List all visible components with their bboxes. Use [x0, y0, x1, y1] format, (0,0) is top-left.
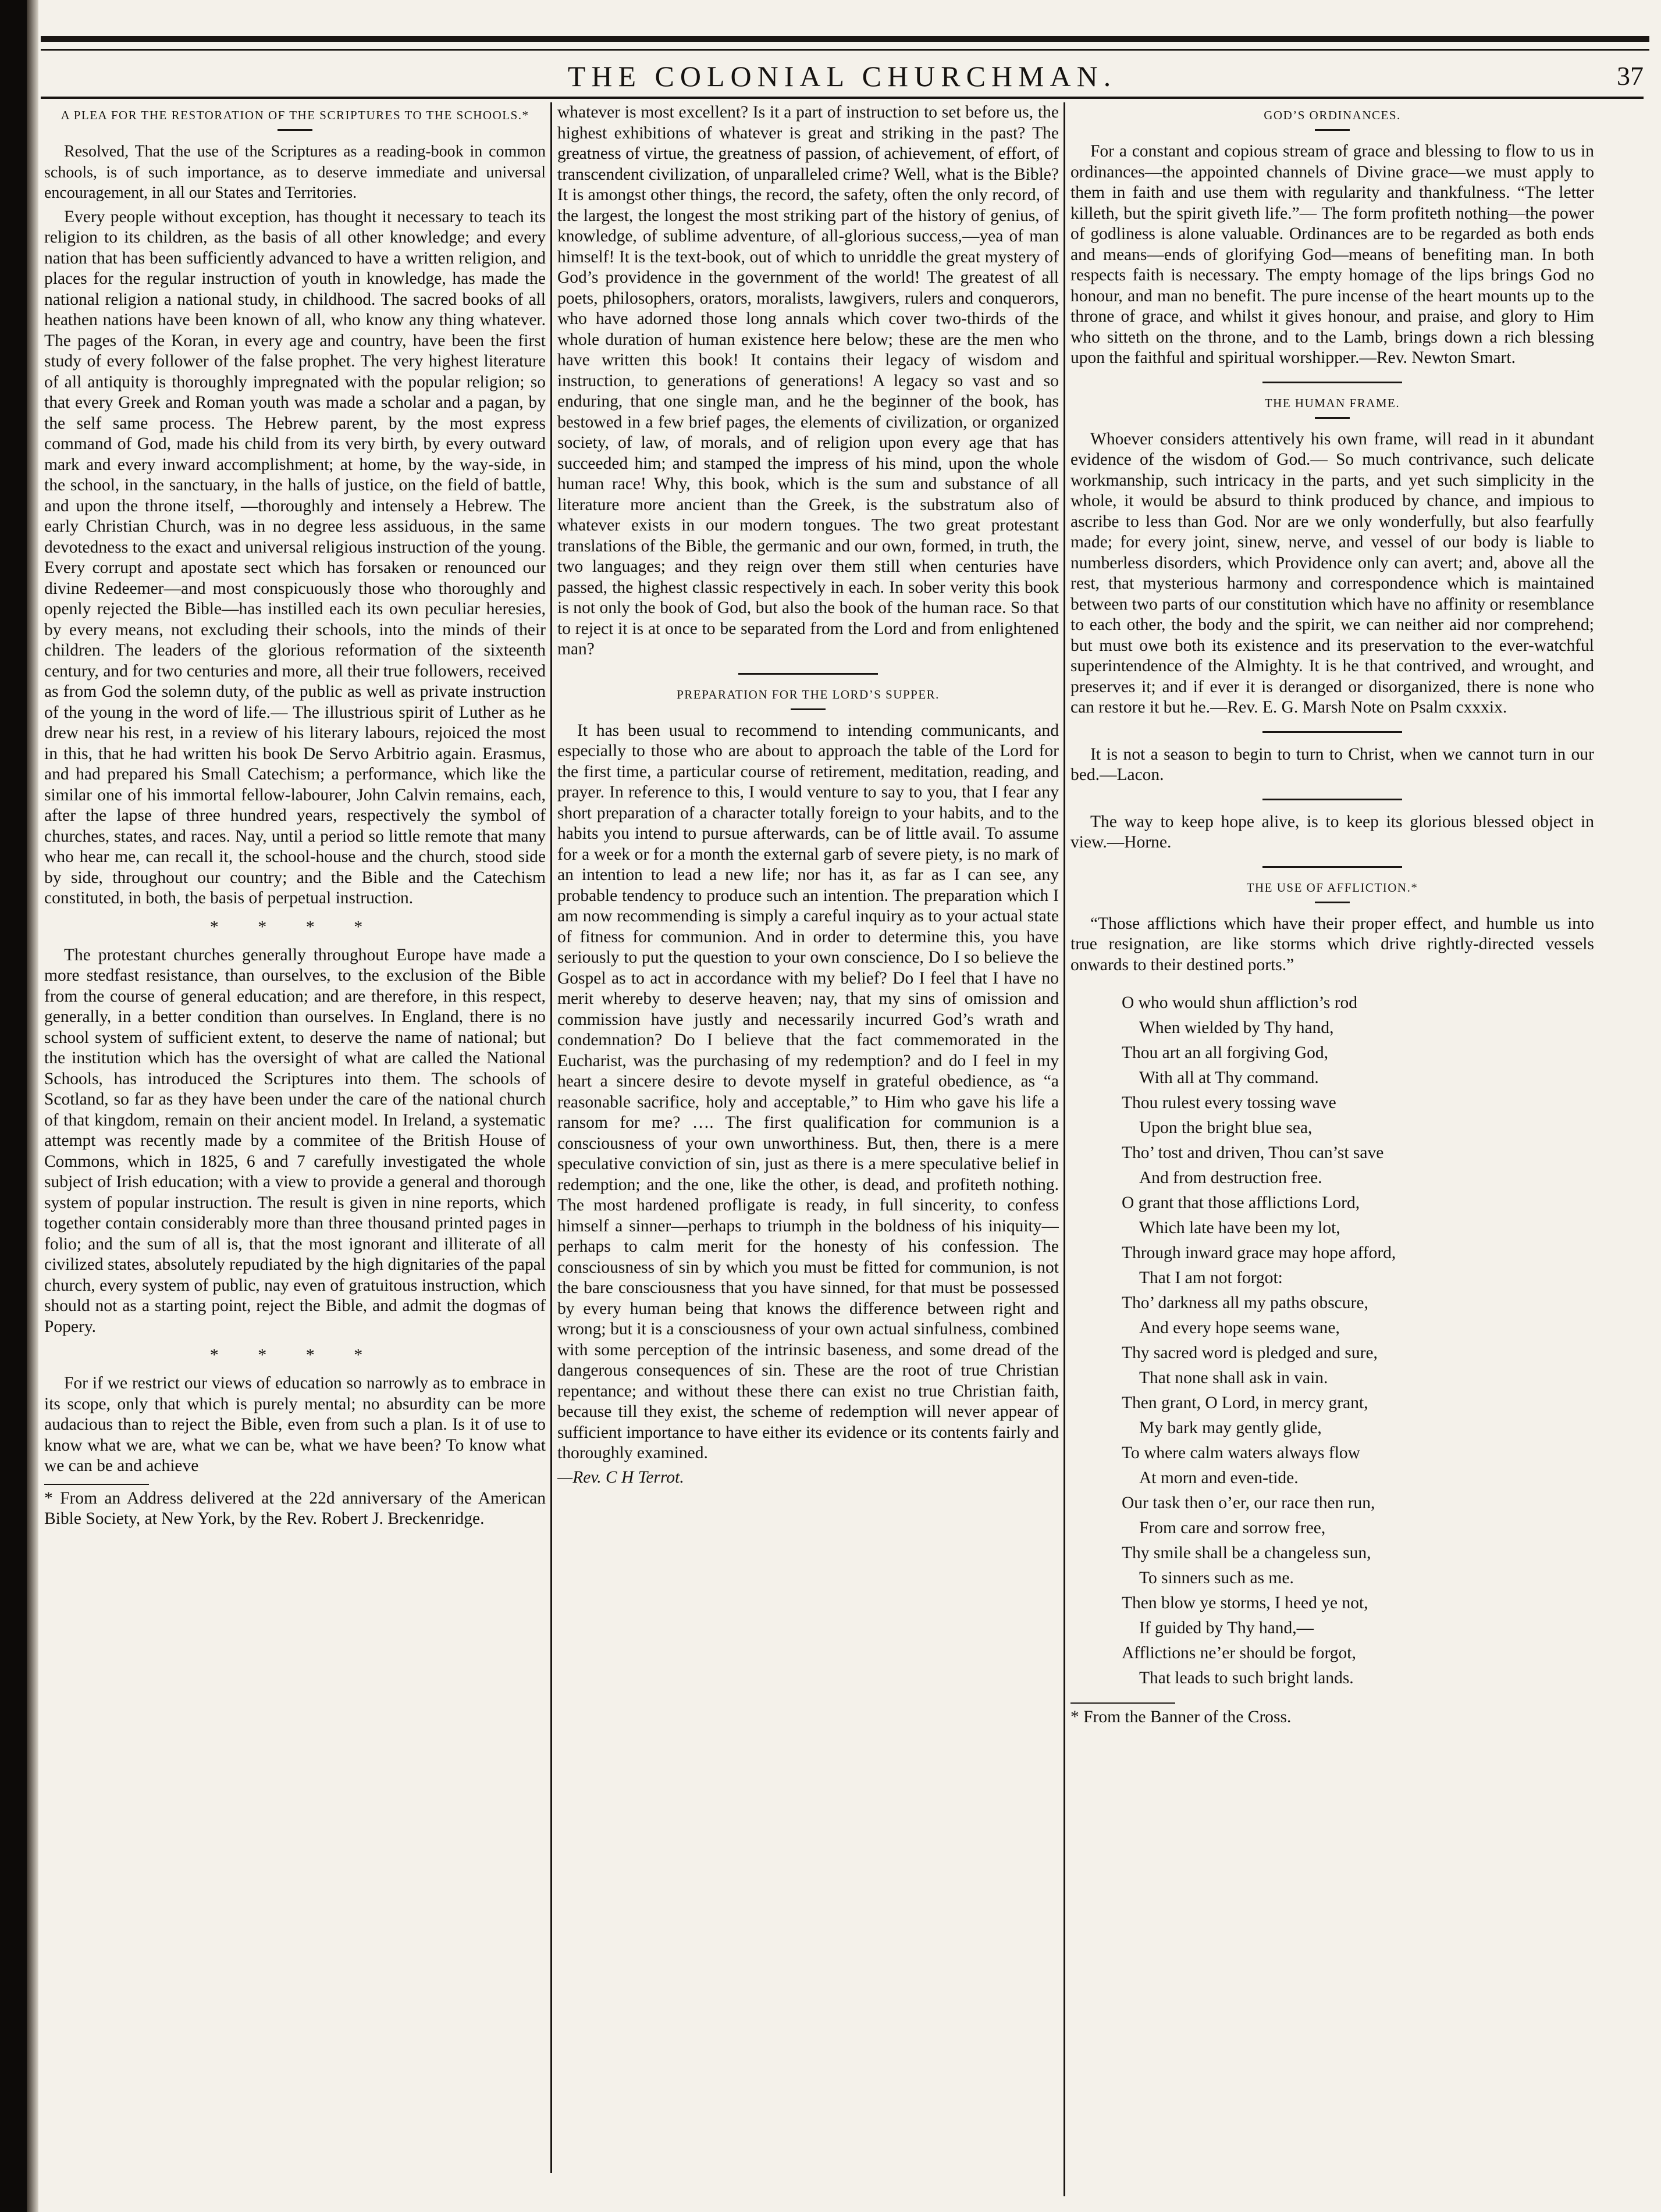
masthead-title: THE COLONIAL CHURCHMAN.	[567, 60, 1117, 92]
poem-line: That leads to such bright lands.	[1139, 1669, 1354, 1687]
page-binding-edge	[0, 0, 27, 2212]
article-paragraph: The protestant churches generally throughout Europe have made a more stedfast resistance, than ourselves, to the exclusion of the Bible from the course of general education; and are therefore, in this respect, generally, in a better condition than ourselves. In England, there is no school system of sufficient extent, to deserve the name of national; but the institution which has the oversight of what are called the National Schools, has introduced the Scriptures into them. The schools of Scotland, so far as they have been under the care of the national church of that kingdom, remain on their ancient model. In Ireland, a systematic attempt was recently made by a commitee of the British House of Commons, which in 1825, 6 and 7 carefully investigated the whole subject of Irish education; with a view to provide a general and thorough system of popular instruction. The result is given in nine reports, which together contain considerably more than three thousand printed pages in folio; and the sum of all is, that the most ignorant and illiterate of all civilized states, absolutely repudiated by the high dignitaries of the papal church, every system of public, nay even of gratuitous instruction, which should not as a starting point, reject the Bible, and admit the dogmas of Popery.	[44, 945, 546, 1336]
article-separator	[1262, 731, 1402, 733]
section-stars: * * * *	[209, 1345, 380, 1365]
poem-line: When wielded by Thy hand,	[1139, 1018, 1334, 1037]
article-separator	[1262, 799, 1402, 800]
footnote: * From an Address delivered at the 22d anniversary of the American Bible Society, at New York, by the Rev. Robert J. Breckenridge.	[44, 1488, 546, 1528]
poem-line: And every hope seems wane,	[1139, 1319, 1340, 1337]
poem-line: To where calm waters always flow	[1122, 1444, 1360, 1462]
article-heading-plea: A PLEA FOR THE RESTORATION OF THE SCRIPTURES TO THE SCHOOLS.*	[61, 108, 529, 122]
poem-line: Tho’ darkness all my paths obscure,	[1122, 1294, 1368, 1312]
poem-line: And from destruction free.	[1139, 1169, 1322, 1187]
column-3	[1070, 102, 1594, 2196]
poem-line: Upon the bright blue sea,	[1139, 1119, 1313, 1137]
column-rule-1	[550, 102, 552, 2173]
poem-line: Which late have been my lot,	[1139, 1219, 1340, 1237]
footnote-rule	[1070, 1702, 1175, 1704]
heading-separator	[1315, 129, 1350, 131]
top-thick-rule	[41, 36, 1649, 42]
poem-line: Thy sacred word is pledged and sure,	[1122, 1344, 1378, 1362]
article-heading-ordinances: GOD’S ORDINANCES.	[1264, 108, 1401, 122]
poem-line: Tho’ tost and driven, Thou can’st save	[1122, 1144, 1384, 1162]
footnote: * From the Banner of the Cross.	[1070, 1708, 1292, 1726]
article-paragraph: It has been usual to recommend to intending communicants, and especially to those who are about to approach the table of the Lord for the first time, a particular course of retirement, meditation, reading, and prayer. In reference to this, I would venture to say to you, that I fear any short preparation of a character totally foreign to your habits, and to the habits you intend to pursue afterwards, can be of little avail. To assume for a week or for a month the external garb of severe piety, is no mark of an intention to lead a new life; nor has it, as far as I can see, any probable tendency to produce such an intention. The preparation which I am now recommending is simply a careful inquiry as to your actual state of fitness for communion. And in order to determine this, you have seriously to put the question to your own conscience, Do I so believe the Gospel as to act in accordance with my belief? Do I feel that I have no merit whereby to deserve heaven; nay, that my sins of omission and commission have justly and necessarily incurred God’s wrath and condemnation? Do I believe that the fact commemorated in the Eucharist, was the purchasing of my redemption? and do I feel in my heart a sincere desire to devote myself in grateful obedience, as “a reasonable sacrifice, holy and acceptable,” to Him who gave his life a ransom for me? …. The first qualification for communion is a consciousness of your own unworthiness. But, then, there is a mere speculative conviction of sin, just as there is a mere speculative belief in redemption; and the one, like the other, is dead, and profiteth nothing. The most hardened profligate is ready, in full sincerity, to confess himself a sinner—perhaps to triumph in the boldness of his iniquity—perhaps to calm merit for the honesty of his confession. The consciousness of sin by which you must be fitted for communion, is not the bare consciousness that you have sinned, for that must be possessed by every human being that knows the difference between right and wrong; but it is a consciousness of your own actual sinfulness, combined with some perception of the intrinsic baseness, and some dread of the dangerous consequences of sin. These are the root of true Christian repentance; and without these there can exist no true Christian faith, because till they exist, the scheme of redemption will never appear of sufficient importance to have either its evidence or its contents fairly and thoroughly examined.	[557, 721, 1059, 1462]
article-paragraph: Every people without exception, has thought it necessary to teach its religion to its children, as the basis of all other knowledge; and every nation that has been sufficiently advanced to have a written religion, and places for the regular instruction of youth in knowledge, has made the national religion a national study, in childhood. The sacred books of all heathen nations have been known of all, who know any thing whatever. The pages of the Koran, in every age and country, have been the first study of every follower of the false prophet. The very highest literature of all antiquity is thoroughly impregnated with the popular religion; so that every Greek and Roman youth was made a scholar and a pagan, by the self same process. The Hebrew parent, by the most express command of God, made his child from its very birth, by every outward mark and every inward accomplishment; at home, by the way-side, in the school, in the sanctuary, in the halls of justice, on the field of battle, and upon the throne itself, —thoroughly and intensely a Hebrew. The early Christian Church, was in no degree less assiduous, in the same devotedness to the exact and universal religious instruction of the young. Every corrupt and apostate sect which has forsaken or renounced our divine Redeemer—and most conspicuously those who thoroughly and openly rejected the Bible—has instilled each its own peculiar heresies, by every means, not excluding their schools, into the minds of their children. The leaders of the glorious reformation of the sixteenth century, and for two centuries and more, all their true followers, received as from God the solemn duty, of the public as well as private instruction of the young in the word of life.— The illustrious spirit of Luther as he drew near his rest, in a review of his literary labours, rejoiced the most in this, that he had written his book De Servo Arbitrio again. Erasmus, and had prepared his Small Catechism; a performance, which like the similar one of his immortal fellow-labourer, John Calvin remains, each, after the lapse of three hundred years, respectively the symbol of churches, states, and races. Nay, until a period so little remote that many who hear me, can recall it, the school-house and the church, stood side by side, throughout our country; and the Bible and the Catechism constituted, in both, the basis of perpetual instruction.	[44, 207, 546, 907]
article-heading-affliction: THE USE OF AFFLICTION.*	[1246, 880, 1418, 895]
poem-line: At morn and even-tide.	[1139, 1469, 1299, 1487]
heading-separator	[1315, 902, 1350, 903]
poem-line: O who would shun affliction’s rod	[1122, 993, 1358, 1012]
article-paragraph: whatever is most excellent? Is it a part of instruction to set before us, the highest exhibitions of whatever is great and striking in the past? The greatness of virtue, the greatness of passion, of achievement, of effort, of transcendent civilization, of unparalleled crime? Well, what is the Bible? It is amongst other things, the record, the safety, often the only record, of the largest, the longest the most striking part of the history of genius, of knowledge, of sublime adventure, of all-glorious success,—yea of man himself! It is the text-book, out of which to unriddle the great mystery of God’s providence in the government of the world! The greatest of all poets, philosophers, orators, moralists, lawgivers, rulers and conquerors, who have adorned those long annals which cover two-thirds of the whole duration of human existence here below; these are the men who have written this book! It contains their legacy of wisdom and instruction, to generations of generations! A legacy so vast and so enduring, that one single man, and he the beginner of the book, has bestowed in a few brief pages, the elements of civilization, or organized society, of law, of morals, and of religion upon every age that has succeeded him; and stamped the impress of his mind, upon the whole human race! Why, this book, which is the sum and substance of all literature more ancient than the Greek, is the substratum also of whatever exists in our modern tongues. The two great protestant translations of the Bible, the germanic and our own, formed, in truth, the two languages; and they reign over them still when centuries have passed, the highest classic respectively in each. In sober verity this book is not only the book of God, but also the book of the human race. So that to reject it is at once to be separated from the Lord and from enlightened man?	[557, 103, 1059, 658]
article-paragraph: For a constant and copious stream of grace and blessing to flow to us in ordinances—the appointed channels of Divine grace—we must apply to them in faith and use them with regularity and thankfulness. “The letter killeth, but the spirit giveth life.”— The form profiteth nothing—the power of godliness is alone valuable. Ordinances are to be regarded as both ends and means—ends of glorifying God—means of benefiting man. In both respects faith is necessary. The empty homage of the lips brings God no honour, and man no benefit. The pure incense of the heart mounts up to the throne of grace, and whilst it gives honour, and praise, and glory to Him who sitteth on the throne, and to the Lamb, brings down a rich blessing upon the faithful and spiritual worshipper.—Rev. Newton Smart.	[1070, 142, 1594, 367]
poem-line: Afflictions ne’er should be forgot,	[1122, 1644, 1356, 1662]
poem-line: O grant that those afflictions Lord,	[1122, 1194, 1360, 1212]
column-rule-2	[1064, 102, 1065, 2196]
footnote-rule	[44, 1484, 149, 1485]
article-separator	[738, 673, 878, 675]
poem-line: Then grant, O Lord, in mercy grant,	[1122, 1394, 1368, 1412]
poem-line: From care and sorrow free,	[1139, 1519, 1326, 1537]
poem-line: If guided by Thy hand,—	[1139, 1619, 1314, 1637]
article-heading-lords-supper: PREPARATION FOR THE LORD’S SUPPER.	[677, 687, 940, 701]
article-paragraph: “Those afflictions which have their proper effect, and humble us into true resignation, are like storms which drive rightly-directed vessels onwards to their destined ports.”	[1070, 914, 1594, 974]
page-header	[41, 56, 1644, 97]
heading-separator	[791, 708, 826, 710]
article-heading-human-frame: THE HUMAN FRAME.	[1264, 396, 1400, 410]
article-paragraph: For if we restrict our views of education so narrowly as to embrace in its scope, only that which is purely mental; no absurdity can be more audacious than to reject the Bible, even from such a plan. Is it of use to know what we are, what we can be, what we have been? To know what we can be and achieve	[44, 1374, 546, 1475]
article-paragraph: Whoever considers attentively his own frame, will read in it abundant evidence of the wisdom of God.— So much contrivance, such delicate workmanship, such intricacy in the parts, and yet such simplicity in the whole, it would be absurd to think produced by chance, and impious to ascribe to less than God. Nor are we only wonderfully, but also fearfully made; for every joint, sinew, nerve, and vessel of our body is liable to numberless disorders, which Providence only can avert; and, above all the rest, that mysterious harmony and correspondence which is maintained between two parts of our constitution which have no affinity or resemblance to each other, the body and the spirit, we can neither aid nor comprehend; but must owe both its existence and its preservation to the ever-watchful superintendence of the Almighty. It is he that contrived, and wrought, and preserves it; and if ever it is deranged or disorganized, there is none who can restore it but he.—Rev. E. G. Marsh Note on Psalm cxxxix.	[1070, 429, 1594, 717]
column-2	[557, 102, 1059, 2196]
top-thin-rule	[41, 49, 1649, 51]
poem-line: To sinners such as me.	[1139, 1569, 1294, 1587]
article-signature: —Rev. C H Terrot.	[557, 1467, 684, 1487]
poem-line: Thou rulest every tossing wave	[1122, 1093, 1336, 1112]
column-1	[44, 102, 546, 2196]
poem-line: Our task then o’er, our race then run,	[1122, 1494, 1375, 1512]
poem-line: That none shall ask in vain.	[1139, 1369, 1328, 1387]
page-number: 37	[1617, 61, 1644, 91]
section-stars: * * * *	[209, 917, 380, 936]
article-separator	[1262, 866, 1402, 868]
poem	[1122, 991, 1594, 1691]
poem-line: My bark may gently glide,	[1139, 1419, 1322, 1437]
resolution-paragraph: Resolved, That the use of the Scriptures as a reading-book in common schools, is of such importance, as to deserve immediate and universal encouragement, in all our States and Territories.	[44, 143, 546, 202]
poem-line: With all at Thy command.	[1139, 1068, 1319, 1087]
poem-line: Through inward grace may hope afford,	[1122, 1244, 1396, 1262]
page-gutter-shadow	[27, 0, 38, 2212]
header-rule	[41, 97, 1644, 99]
heading-separator	[1315, 417, 1350, 419]
poem-line: Thou art an all forgiving God,	[1122, 1043, 1329, 1062]
poem-line: That I am not forgot:	[1139, 1269, 1283, 1287]
article-paragraph: The way to keep hope alive, is to keep its glorious blessed object in view.—Horne.	[1070, 812, 1594, 852]
article-paragraph: It is not a season to begin to turn to Christ, when we cannot turn in our bed.—Lacon.	[1070, 745, 1594, 784]
poem-line: Thy smile shall be a changeless sun,	[1122, 1544, 1371, 1562]
article-separator	[1262, 382, 1402, 383]
poem-line: Then blow ye storms, I heed ye not,	[1122, 1594, 1368, 1612]
heading-separator	[278, 129, 312, 131]
